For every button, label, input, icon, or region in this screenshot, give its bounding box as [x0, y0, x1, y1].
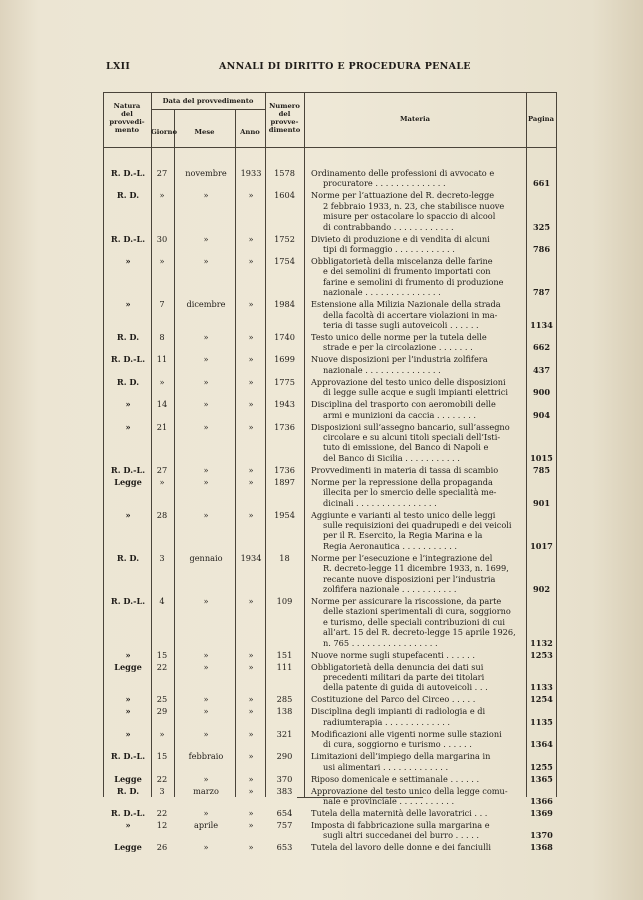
materia-line: Tutela della maternità delle lavoratrici . . .	[311, 808, 488, 818]
pagina-cell: 1134	[530, 319, 553, 330]
materia-line: sulle requisizioni dei quadrupedi e dei veicoli	[323, 520, 512, 530]
giorno-cell: 8	[159, 332, 165, 342]
materia-line: Provvedimenti in materia di tassa di scambio	[311, 464, 499, 475]
materia-cell	[311, 510, 523, 552]
mese-cell: »	[203, 694, 209, 705]
materia-cell	[311, 234, 523, 255]
materia-line: Nuove norme sugli stupefacenti . . . . . .	[311, 649, 475, 660]
natura-cell: »	[125, 256, 131, 266]
anno-cell: »	[248, 509, 254, 520]
legislation-table	[103, 92, 556, 853]
header-materia: Materia	[400, 115, 430, 123]
materia-cell	[311, 596, 523, 648]
natura-cell: »	[125, 694, 131, 705]
giorno-cell: »	[159, 728, 165, 739]
numero-cell: 1604	[274, 190, 295, 201]
natura-cell: »	[125, 706, 131, 717]
materia-cell	[311, 477, 523, 508]
anno-cell: »	[248, 820, 254, 830]
materia-line: della patente di guida di autoveicoli . . .	[323, 682, 488, 693]
mese-cell: »	[203, 842, 209, 853]
anno-cell: »	[248, 728, 254, 739]
numero-cell: 151	[276, 649, 293, 660]
materia-cell	[311, 842, 523, 852]
giorno-cell: »	[159, 476, 165, 487]
mese-cell: »	[203, 190, 209, 201]
anno-cell: 1934	[240, 552, 262, 563]
materia-line: di contrabbando . . . . . . . . . . . .	[323, 221, 454, 232]
materia-cell	[311, 399, 523, 420]
numero-cell: 1752	[274, 233, 295, 244]
anno-cell: »	[248, 376, 254, 387]
header-data: Data del provvedimento	[162, 97, 254, 105]
materia-line: usi alimentari . . . . . . . . . . . . .	[323, 761, 449, 772]
anno-cell: »	[248, 773, 254, 784]
pagina-cell: 1369	[530, 808, 553, 818]
pagina-cell: 904	[532, 409, 551, 420]
anno-cell: »	[248, 233, 254, 244]
materia-line: Costituzione del Parco del Circeo . . . . .	[311, 694, 476, 705]
materia-line: Disciplina del trasporto con aeromobili delle	[311, 399, 496, 410]
mese-cell: »	[203, 399, 209, 410]
materia-line: recante nuove disposizioni per l’industria	[323, 573, 496, 584]
materia-cell	[311, 808, 523, 818]
anno-cell: »	[248, 190, 254, 201]
giorno-cell: 14	[156, 399, 168, 410]
giorno-cell: 28	[156, 509, 168, 520]
materia-line: nale e provinciale . . . . . . . . . . .	[323, 796, 455, 806]
giorno-cell: »	[159, 376, 165, 387]
numero-cell: 1578	[274, 168, 295, 178]
anno-cell: »	[248, 421, 254, 432]
pagina-cell: 1017	[530, 540, 553, 551]
materia-cell	[311, 354, 523, 375]
numero-cell: 1740	[274, 332, 295, 342]
natura-cell: R. D.	[116, 552, 140, 563]
pagina-cell: 437	[532, 364, 551, 375]
materia-line: Norme per assicurare la riscossione, da parte	[311, 596, 502, 606]
mese-cell: marzo	[193, 785, 219, 796]
materia-cell	[311, 190, 523, 232]
mese-cell: »	[203, 661, 209, 672]
natura-cell: R. D.	[116, 376, 140, 387]
anno-cell: »	[248, 706, 254, 717]
pagina-cell: 662	[532, 342, 551, 353]
materia-cell	[311, 662, 523, 693]
mese-cell: »	[203, 476, 209, 487]
anno-cell: »	[248, 751, 254, 762]
giorno-cell: 15	[156, 649, 168, 660]
natura-cell: »	[125, 820, 131, 830]
materia-line: per il R. Esercito, la Regia Marina e la	[323, 530, 483, 541]
header-anno: Anno	[240, 128, 260, 136]
numero-cell: 18	[279, 552, 290, 563]
numero-cell: 111	[276, 661, 293, 672]
numero-cell: 321	[276, 728, 293, 739]
materia-cell	[311, 694, 523, 704]
pagina-cell: 1255	[530, 761, 553, 772]
numero-cell: 654	[276, 808, 293, 818]
materia-cell	[311, 465, 523, 475]
materia-cell	[311, 706, 523, 727]
materia-line: delle stazioni sperimentali di cura, soggiorno	[323, 606, 511, 617]
pagina-cell: 902	[532, 583, 551, 594]
giorno-cell: 11	[156, 354, 168, 365]
giorno-cell: 7	[159, 299, 165, 310]
giorno-cell: 3	[159, 552, 165, 563]
materia-line: Norme per la repressione della propaganda	[311, 476, 493, 487]
materia-line: circolare e su alcuni titoli speciali dell’Isti-	[323, 432, 501, 442]
natura-cell: R. D.-L.	[110, 354, 146, 365]
mese-cell: »	[203, 596, 209, 606]
natura-cell: Legge	[114, 842, 142, 853]
anno-cell: »	[248, 476, 254, 487]
anno-cell: »	[248, 299, 254, 310]
natura-cell: R. D.-L.	[110, 596, 146, 606]
materia-line: teria di tasse sugli autoveicoli . . . . . .	[323, 320, 479, 330]
materia-line: all’art. 15 del R. decreto-legge 15 aprile 1926,	[323, 627, 516, 638]
numero-cell: 653	[276, 842, 293, 853]
giorno-cell: 21	[156, 421, 168, 432]
natura-cell: R. D.-L.	[110, 464, 146, 475]
pagina-cell: 1015	[530, 452, 553, 463]
materia-line: farine e semolini di frumento di produzione	[323, 276, 504, 287]
materia-cell	[311, 256, 523, 298]
materia-cell	[311, 299, 523, 330]
mese-cell: febbraio	[188, 751, 224, 762]
anno-cell: »	[248, 464, 254, 475]
materia-line: tipi di formaggio . . . . . . . . . . . .	[323, 244, 455, 254]
anno-cell: »	[248, 649, 254, 660]
materia-line: Ordinamento delle professioni di avvocato e	[311, 168, 495, 178]
pagina-cell: 1254	[530, 694, 553, 705]
pagina-cell: 1365	[530, 773, 553, 784]
mese-cell: »	[203, 649, 209, 660]
anno-cell: »	[248, 694, 254, 705]
header-mese: Mese	[194, 128, 215, 136]
materia-line: Modificazioni alle vigenti norme sulle stazioni	[311, 728, 502, 739]
materia-line: di legge sulle acque e sugli impianti elettrici	[323, 387, 508, 398]
mese-cell: »	[203, 256, 209, 266]
numero-cell: 285	[276, 694, 293, 705]
page-number: LXII	[106, 61, 131, 72]
materia-cell	[311, 650, 523, 660]
materia-line: Norme per l’esecuzione e l’integrazione del	[311, 552, 493, 563]
giorno-cell: 25	[156, 694, 168, 705]
natura-cell: R. D.	[116, 332, 140, 342]
materia-line: zolfifera nazionale . . . . . . . . . . .	[323, 584, 457, 595]
header-pagina: Pagina	[527, 115, 554, 123]
materia-line: Disciplina degli impianti di radiologia e di	[311, 706, 486, 717]
numero-cell: 1943	[274, 399, 295, 410]
materia-cell	[311, 820, 523, 841]
natura-cell: Legge	[114, 661, 142, 672]
anno-cell: »	[248, 596, 254, 606]
pagina-cell: 787	[532, 287, 551, 298]
materia-line: radiumterapia . . . . . . . . . . . . .	[323, 716, 451, 727]
materia-line: Riposo domenicale e settimanale . . . . . .	[311, 773, 480, 784]
materia-line: Nuove disposizioni per l’industria zolfifera	[311, 354, 488, 365]
mese-cell: »	[203, 728, 209, 739]
materia-line: della facoltà di accertare violazioni in ma-	[323, 309, 498, 320]
numero-cell: 1736	[274, 464, 295, 475]
materia-cell	[311, 422, 523, 464]
materia-cell	[311, 377, 523, 398]
materia-line: Obbligatorietà della miscelanza delle farine	[311, 256, 493, 266]
materia-cell	[311, 774, 523, 784]
materia-line: 2 febbraio 1933, n. 23, che stabilisce nuove	[323, 200, 505, 211]
numero-cell: 383	[276, 785, 293, 796]
materia-line: Testo unico delle norme per la tutela delle	[311, 332, 487, 342]
giorno-cell: »	[159, 190, 165, 201]
anno-cell: »	[248, 808, 254, 818]
materia-line: nazionale . . . . . . . . . . . . . . .	[323, 364, 441, 375]
materia-cell	[311, 751, 523, 772]
pagina-cell: 1366	[530, 795, 553, 806]
materia-cell	[311, 729, 523, 750]
mese-cell: »	[203, 233, 209, 244]
materia-line: e dei semolini di frumento importati con	[323, 266, 491, 277]
natura-cell: R. D.	[116, 785, 140, 796]
natura-cell: »	[125, 728, 131, 739]
natura-cell: »	[125, 299, 131, 310]
materia-line: di cura, soggiorno e turismo . . . . . .	[323, 739, 472, 750]
materia-line: n. 765 . . . . . . . . . . . . . . . . .	[323, 637, 438, 648]
giorno-cell: 30	[156, 233, 168, 244]
materia-line: R. decreto-legge 11 dicembre 1933, n. 1699,	[323, 563, 509, 574]
materia-line: Estensione alla Milizia Nazionale della strada	[311, 299, 501, 310]
natura-cell: Legge	[114, 476, 142, 487]
anno-cell: »	[248, 399, 254, 410]
giorno-cell: 3	[159, 785, 165, 796]
numero-cell: 1954	[274, 509, 295, 520]
mese-cell: »	[203, 706, 209, 717]
anno-cell: »	[248, 785, 254, 796]
materia-line: del Banco di Sicilia . . . . . . . . . . .	[323, 452, 460, 463]
giorno-cell: 29	[156, 706, 168, 717]
journal-title: ANNALI DI DIRITTO E PROCEDURA PENALE	[219, 61, 471, 72]
natura-cell: R. D.-L.	[110, 808, 146, 818]
pagina-cell: 785	[532, 464, 551, 475]
numero-cell: 290	[276, 751, 293, 762]
natura-cell: Legge	[114, 773, 142, 784]
mese-cell: »	[203, 773, 209, 784]
giorno-cell: 15	[156, 751, 168, 762]
mese-cell: dicembre	[186, 299, 226, 310]
natura-cell: R. D.-L.	[110, 233, 146, 244]
mese-cell: gennaio	[189, 552, 223, 563]
materia-line: misure per ostacolare lo spaccio di alcool	[323, 211, 496, 222]
materia-line: Divieto di produzione e di vendita di alcuni	[311, 233, 490, 244]
giorno-cell: 12	[156, 820, 168, 830]
natura-cell: »	[125, 399, 131, 410]
natura-cell: R. D.-L.	[110, 751, 146, 762]
mese-cell: »	[203, 808, 209, 818]
mese-cell: »	[203, 332, 209, 342]
pagina-cell: 1368	[530, 842, 553, 853]
mese-cell: »	[203, 421, 209, 432]
materia-line: dicinali . . . . . . . . . . . . . . . .	[323, 497, 437, 508]
mese-cell: »	[203, 509, 209, 520]
materia-line: procuratore . . . . . . . . . . . . . .	[323, 178, 446, 189]
mese-cell: »	[203, 354, 209, 365]
pagina-cell: 901	[532, 497, 551, 508]
giorno-cell: 22	[156, 808, 168, 818]
giorno-cell: 22	[156, 661, 168, 672]
natura-cell: »	[125, 421, 131, 432]
mese-cell: aprile	[193, 820, 219, 830]
materia-line: Disposizioni sull’assegno bancario, sull’assegno	[311, 421, 510, 432]
anno-cell: »	[248, 332, 254, 342]
numero-cell: 370	[276, 773, 293, 784]
numero-cell: 1699	[274, 354, 295, 365]
pagina-cell: 1132	[530, 637, 553, 648]
materia-line: Obbligatorietà della denuncia dei dati sui	[311, 661, 484, 672]
pagina-cell: 1133	[530, 682, 553, 693]
pagina-cell: 1253	[530, 649, 553, 660]
natura-cell: »	[125, 509, 131, 520]
materia-cell	[311, 168, 523, 189]
numero-cell: 1897	[274, 476, 295, 487]
materia-line: sugli altri succedanei del burro . . . . .	[323, 830, 480, 841]
pagina-cell: 786	[532, 243, 551, 254]
pagina-cell: 1370	[530, 830, 553, 841]
anno-cell: »	[248, 842, 254, 853]
mese-cell: »	[203, 464, 209, 475]
giorno-cell: »	[159, 256, 165, 266]
anno-cell: »	[248, 256, 254, 266]
pagina-cell: 661	[532, 178, 551, 189]
pagina-cell: 900	[532, 387, 551, 398]
giorno-cell: 4	[159, 596, 165, 606]
pagina-cell: 1364	[530, 739, 553, 750]
header-giorno: Giorno	[151, 128, 177, 136]
numero-cell: 109	[276, 596, 293, 606]
pagina-cell: 325	[532, 221, 551, 232]
giorno-cell: 22	[156, 773, 168, 784]
materia-line: armi e munizioni da caccia . . . . . . . .	[323, 409, 477, 420]
materia-line: Approvazione del testo unico della legge comu-	[311, 785, 508, 796]
materia-line: e turismo, delle speciali contribuzioni di cui	[323, 616, 506, 627]
materia-line: Regia Aeronautica . . . . . . . . . . .	[323, 540, 458, 551]
anno-cell: »	[248, 354, 254, 365]
materia-line: precedenti militari da parte dei titolari	[323, 672, 485, 682]
giorno-cell: 27	[156, 168, 168, 178]
materia-line: Approvazione del testo unico delle disposizioni	[311, 376, 506, 387]
numero-cell: 1736	[274, 421, 295, 432]
anno-cell: »	[248, 661, 254, 672]
numero-cell: 138	[276, 706, 293, 717]
pagina-cell: 1135	[530, 716, 553, 727]
materia-line: Tutela del lavoro delle donne e dei fanciulli	[311, 842, 491, 853]
materia-line: Limitazioni dell’impiego della margarina in	[311, 751, 491, 762]
materia-line: Imposta di fabbricazione sulla margarina e	[311, 820, 490, 830]
numero-cell: 1984	[274, 299, 295, 310]
header-numero: Numero del provve- dimento	[268, 102, 301, 134]
natura-cell: R. D.	[116, 190, 140, 201]
giorno-cell: 27	[156, 464, 168, 475]
giorno-cell: 26	[156, 842, 168, 853]
numero-cell: 1775	[274, 376, 295, 387]
materia-line: nazionale . . . . . . . . . . . . . . .	[323, 287, 441, 298]
anno-cell: 1933	[240, 168, 262, 178]
natura-cell: »	[125, 649, 131, 660]
materia-cell	[311, 786, 523, 807]
materia-line: Norme per l’attuazione del R. decreto-legge	[311, 190, 495, 201]
materia-line: strade e per la circolazione . . . . . . .	[323, 342, 473, 353]
materia-line: tuto di emissione, del Banco di Napoli e	[323, 442, 489, 453]
footer-rule	[297, 797, 423, 798]
mese-cell: novembre	[185, 168, 227, 178]
numero-cell: 1754	[274, 256, 295, 266]
materia-cell	[311, 332, 523, 353]
header-natura: Natura del provvedi- mento	[109, 102, 145, 134]
materia-cell	[311, 553, 523, 595]
numero-cell: 757	[276, 820, 293, 830]
natura-cell: R. D.-L.	[110, 168, 146, 178]
mese-cell: »	[203, 376, 209, 387]
materia-line: illecita per lo smercio delle specialità me-	[323, 487, 497, 498]
materia-line: Aggiunte e varianti al testo unico delle leggi	[311, 509, 496, 520]
